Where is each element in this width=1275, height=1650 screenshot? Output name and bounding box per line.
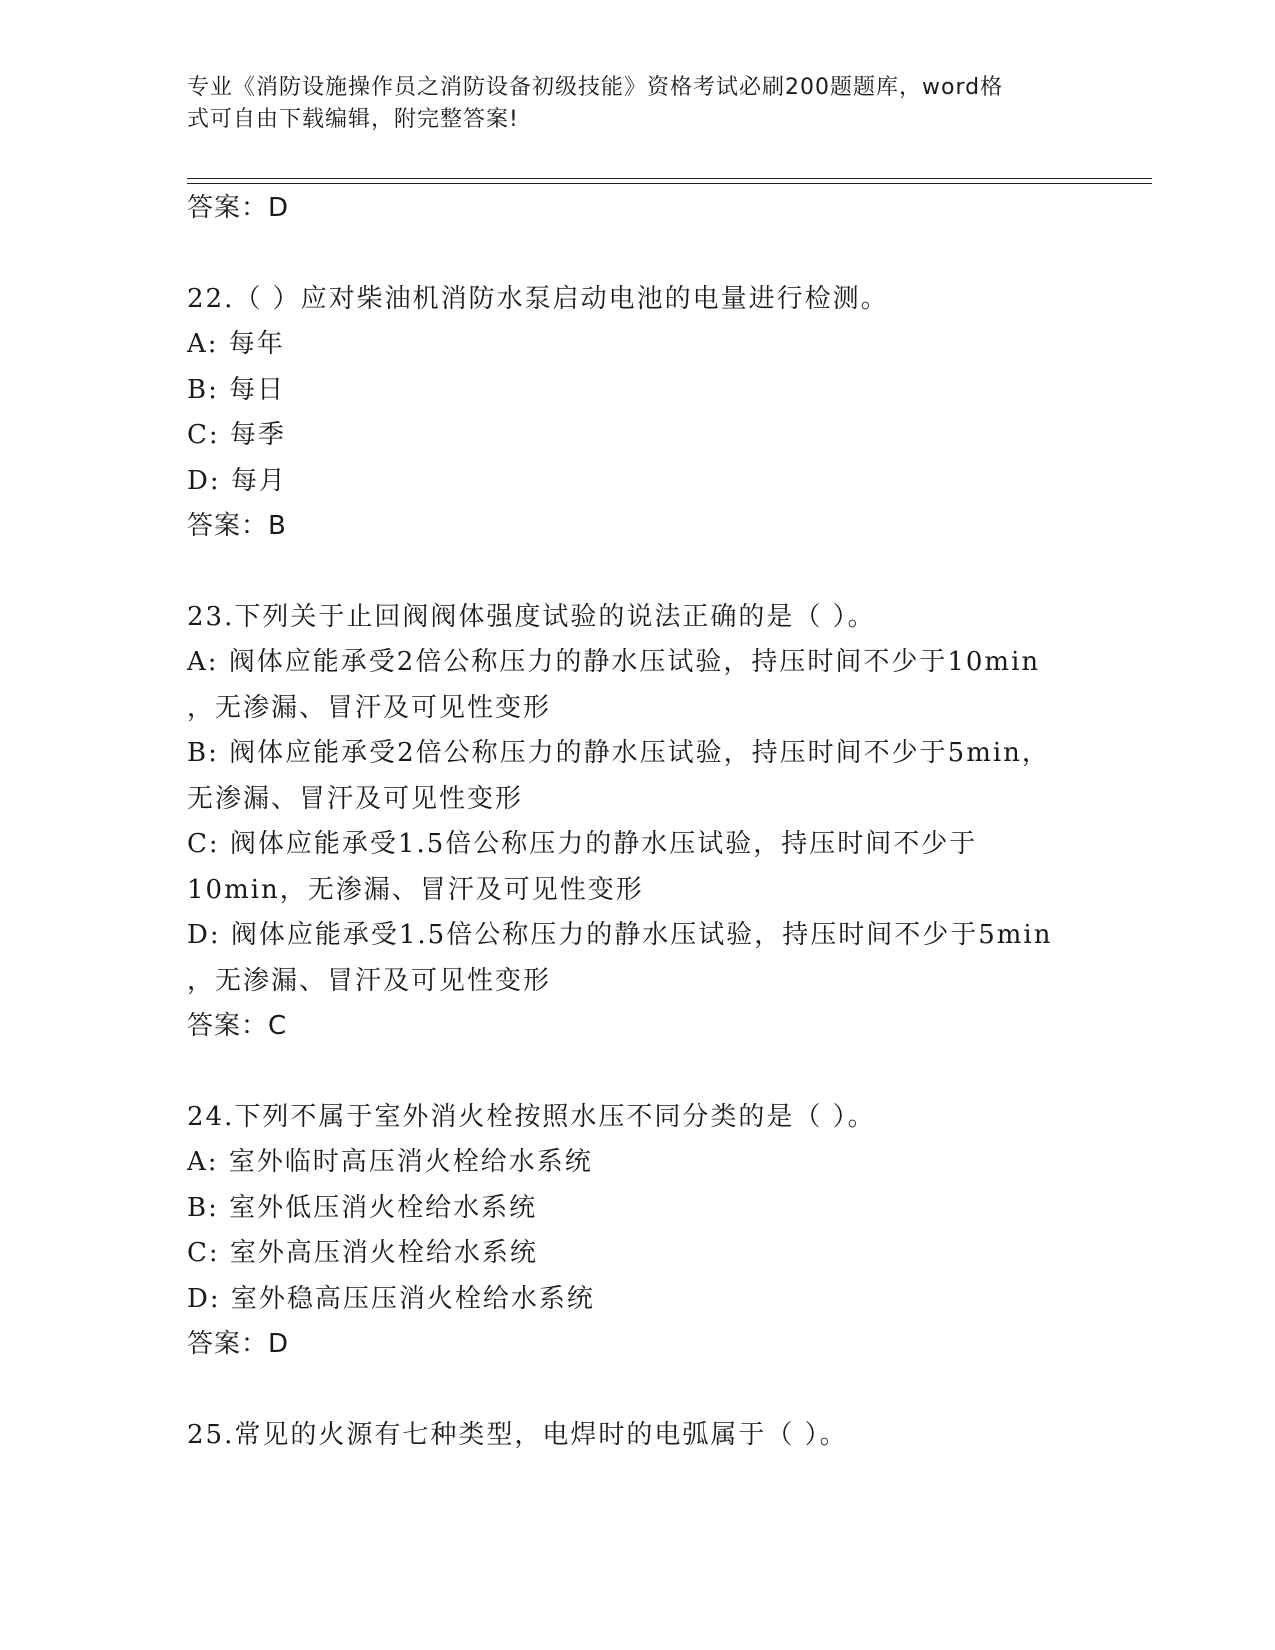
spacer: [187, 550, 1152, 595]
spacer: [187, 1050, 1152, 1095]
question-stem: 23.下列关于止回阀阀体强度试验的说法正确的是（ ）。: [187, 601, 876, 632]
question-stem: 24.下列不属于室外消火栓按照水压不同分类的是（ ）。: [187, 1101, 876, 1132]
answer: 答案：C: [187, 1011, 288, 1041]
option-b: B: 每日: [187, 374, 286, 405]
option-d: D: 每月: [187, 465, 287, 496]
header-line-1: 专业《消防设施操作员之消防设备初级技能》资格考试必刷200题题库，word格: [187, 75, 1004, 100]
header-divider-top: [187, 178, 1152, 179]
header-line-2: 式可自由下载编辑，附完整答案!: [187, 107, 519, 132]
option-b-line-2: 无渗漏、冒汗及可见性变形: [187, 783, 524, 814]
option-c: C: 室外高压消火栓给水系统: [187, 1238, 538, 1268]
option-d-line-2: ，无渗漏、冒汗及可见性变形: [187, 965, 552, 996]
option-d: D: 室外稳高压压消火栓给水系统: [187, 1283, 595, 1314]
option-b-line-1: B: 阀体应能承受2倍公称压力的静水压试验，持压时间不少于5min，: [187, 738, 1050, 768]
option-b: B: 室外低压消火栓给水系统: [187, 1192, 538, 1223]
header-divider-bottom: [187, 183, 1152, 184]
option-a: A: 室外临时高压消火栓给水系统: [187, 1147, 593, 1177]
option-a-line-1: A: 阀体应能承受2倍公称压力的静水压试验，持压时间不少于10min: [187, 647, 1041, 677]
option-c: C: 每季: [187, 420, 286, 450]
question-stem: 25.常见的火源有七种类型，电焊时的电弧属于（ ）。: [187, 1419, 848, 1450]
question-22: [187, 277, 1152, 550]
question-25: [187, 1413, 1152, 1459]
question-24: [187, 1095, 1152, 1368]
question-content: [187, 186, 1152, 1458]
spacer: [187, 1368, 1152, 1413]
option-d-line-1: D: 阀体应能承受1.5倍公称压力的静水压试验，持压时间不少于5min: [187, 920, 1053, 950]
question-23: [187, 595, 1152, 1050]
option-a: A: 每年: [187, 329, 285, 359]
option-c-line-2: 10min，无渗漏、冒汗及可见性变形: [187, 874, 644, 905]
answer: 答案：B: [187, 511, 287, 541]
previous-answer: 答案：D: [187, 193, 290, 223]
answer: 答案：D: [187, 1329, 290, 1359]
option-a-line-2: ，无渗漏、冒汗及可见性变形: [187, 692, 552, 723]
option-c-line-1: C: 阀体应能承受1.5倍公称压力的静水压试验，持压时间不少于: [187, 829, 978, 859]
question-stem: 22.（ ）应对柴油机消防水泵启动电池的电量进行检测。: [187, 283, 889, 314]
spacer: [187, 232, 1152, 277]
document-header: [187, 72, 1067, 136]
